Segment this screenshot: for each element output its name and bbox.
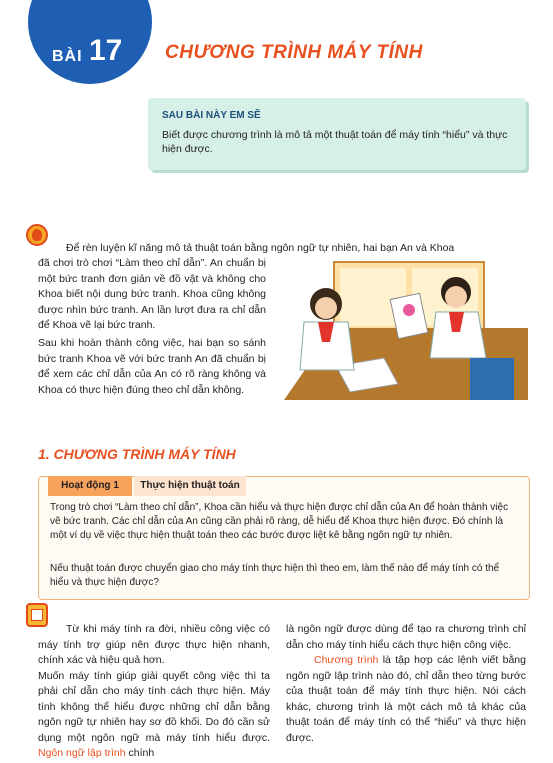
body-right-paragraph-2 — [286, 653, 526, 746]
book-icon-page — [31, 609, 43, 621]
body-left-paragraph-2 — [38, 669, 270, 762]
intro-paragraph-rest: đã chơi trò chơi “Làm theo chỉ dẫn”. An chuẩn bị một bức tranh đơn giản về đồ vật và không cho Khoa biết nội dung bức tranh. Khoa cũng không được nhìn bức tranh. An lần lượt đưa ra chỉ dẫn để Khoa vẽ lại bức tranh. — [38, 257, 266, 331]
illus-girl-face — [315, 297, 337, 319]
lesson-title: CHƯƠNG TRÌNH MÁY TÍNH — [165, 42, 423, 63]
lesson-word: BÀI — [52, 48, 83, 65]
students-illustration — [274, 258, 528, 400]
section-1-title: 1. CHƯƠNG TRÌNH MÁY TÍNH — [38, 446, 236, 462]
activity-tab-label: Hoạt động 1 — [48, 476, 132, 496]
activity-paragraph-2: Nếu thuật toán được chuyển giao cho máy tính thực hiện thì theo em, làm thế nào để máy tính có thể hiểu và thực hiện được? — [50, 563, 500, 588]
fire-icon-flame — [32, 229, 42, 241]
illus-flower — [403, 304, 415, 316]
right-column — [286, 622, 526, 746]
left-column — [38, 622, 270, 762]
activity-tab-title: Thực hiện thuật toán — [134, 476, 246, 496]
body-left-paragraph-1: Từ khi máy tính ra đời, nhiều công việc có máy tính trợ giúp nên được thực hiện nhanh, chính xác và hiệu quả hơn. — [38, 623, 270, 666]
lesson-number: 17 — [89, 34, 123, 67]
term-programming-language: Ngôn ngữ lập trình — [38, 747, 126, 759]
intro-paragraph-first-line: Để rèn luyện kĩ năng mô tả thuật toán bằng ngôn ngữ tự nhiên, hai bạn An và Khoa — [66, 242, 455, 254]
goals-text: Biết được chương trình là mô tả một thuật toán để máy tính “hiểu” và thực hiện được. — [162, 129, 508, 155]
illus-boy-face — [445, 286, 467, 308]
illus-chair — [470, 358, 514, 400]
activity-paragraph-1: Trong trò chơi “Làm theo chỉ dẫn”, Khoa cần hiểu và thực hiện được chỉ dẫn của An để hoàn thành việc vẽ bức tranh. Các chỉ dẫn của An cũng cần phải rõ ràng, dễ hiểu để Khoa thực hiện được. Đó chính là một ví dụ về việc thực hiện thuật toán theo các bước được liệt kê bằng ngôn ngữ tự nhiên. — [50, 502, 509, 541]
term-program: Chương trình — [314, 654, 379, 666]
body-right-paragraph-2-text: là tập hợp các lệnh viết bằng ngôn ngữ lập trình nào đó, chỉ dẫn theo từng bước của thuật toán để máy tính thực hiện. Nói cách khác, chương trình là một cách mô tả khác của thuật toán để máy tính có thể “hiểu” và thực hiện được. — [286, 654, 526, 744]
intro-paragraph-2: Sau khi hoàn thành công việc, hai bạn so sánh bức tranh Khoa vẽ với bức tranh An đã chuẩn bị để xem các chỉ dẫn của An có rõ ràng không và Khoa có thực hiện đúng theo chỉ dẫn không. — [38, 337, 266, 396]
goals-heading: SAU BÀI NÀY EM SẼ — [162, 110, 261, 121]
body-right-paragraph-1: là ngôn ngữ được dùng để tạo ra chương trình chỉ dẫn cho máy tính hiểu cách thực hiện công việc. — [286, 623, 526, 651]
body-left-paragraph-2-text: Muốn máy tính giúp giải quyết công việc thì ta phải chỉ dẫn cho máy tính cách thực hiện. Máy tính không thể hiểu được những chỉ dẫn bằng ngôn ngữ tự nhiên hay sơ đồ khối. Do đó cần sử dụng một ngôn ngữ mà máy tính hiểu được. — [38, 669, 270, 744]
body-left-paragraph-2-end: chính — [128, 747, 155, 759]
